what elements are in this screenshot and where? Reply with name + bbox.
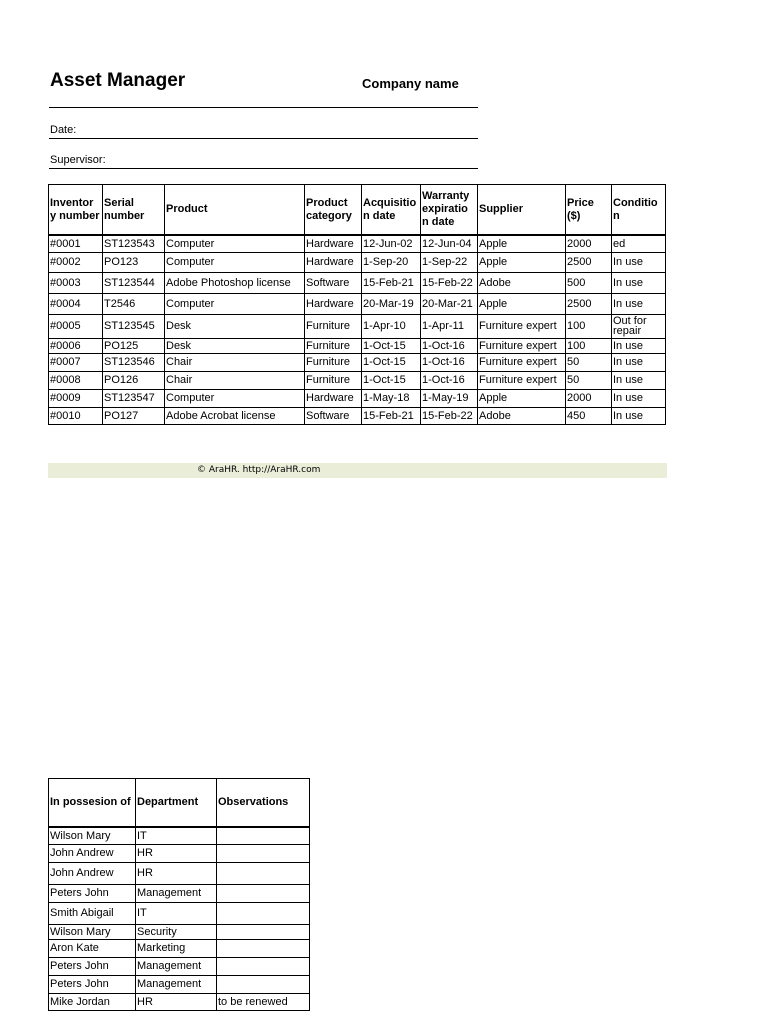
cell-product: Computer (165, 235, 305, 252)
cell-serial-number: PO126 (103, 371, 165, 389)
asset-table (48, 184, 666, 425)
cell-product: Desk (165, 338, 305, 353)
cell-product: Chair (165, 371, 305, 389)
cell-supplier: Furniture expert (478, 371, 566, 389)
cell-department: HR (136, 993, 217, 1010)
cell-in-possession-of: Peters John (49, 884, 136, 902)
table-row (49, 389, 666, 407)
cell-acquisition-date: 15-Feb-21 (362, 407, 421, 424)
cell-observations (217, 902, 310, 924)
cell-warranty-expiration: 12-Jun-04 (421, 235, 478, 252)
possession-header-row (49, 779, 310, 828)
table-row (49, 939, 310, 957)
cell-acquisition-date: 20-Mar-19 (362, 293, 421, 314)
cell-in-possession-of: Peters John (49, 957, 136, 975)
table-row (49, 235, 666, 252)
cell-inventory-number: #0002 (49, 252, 103, 272)
supervisor-label: Supervisor: (50, 154, 106, 166)
col-warranty-expiration: Warranty expiratio n date (421, 185, 478, 236)
cell-warranty-expiration: 1-Sep-22 (421, 252, 478, 272)
col-product-category: Product category (305, 185, 362, 236)
col-serial-number: Serial number (103, 185, 165, 236)
cell-price: 450 (566, 407, 612, 424)
col-supplier: Supplier (478, 185, 566, 236)
cell-price: 500 (566, 272, 612, 293)
col-in-possession-of: In possesion of (49, 779, 136, 828)
cell-observations (217, 827, 310, 844)
table-row (49, 844, 310, 862)
cell-warranty-expiration: 1-Oct-16 (421, 338, 478, 353)
cell-department: Security (136, 924, 217, 939)
table-row (49, 353, 666, 371)
cell-product: Computer (165, 252, 305, 272)
cell-inventory-number: #0008 (49, 371, 103, 389)
cell-serial-number: ST123545 (103, 314, 165, 338)
cell-warranty-expiration: 1-Apr-11 (421, 314, 478, 338)
table-row (49, 252, 666, 272)
cell-warranty-expiration: 1-May-19 (421, 389, 478, 407)
col-condition: Conditio n (612, 185, 666, 236)
col-observations: Observations (217, 779, 310, 828)
cell-serial-number: ST123547 (103, 389, 165, 407)
cell-condition: Out for repair (612, 314, 666, 338)
cell-acquisition-date: 1-Sep-20 (362, 252, 421, 272)
copyright-text: © AraHR. http://AraHR.com (197, 465, 321, 475)
col-product: Product (165, 185, 305, 236)
cell-product: Adobe Photoshop license (165, 272, 305, 293)
table-row (49, 884, 310, 902)
cell-condition: In use (612, 371, 666, 389)
cell-acquisition-date: 12-Jun-02 (362, 235, 421, 252)
cell-observations (217, 862, 310, 884)
cell-inventory-number: #0001 (49, 235, 103, 252)
cell-inventory-number: #0009 (49, 389, 103, 407)
cell-observations (217, 975, 310, 993)
cell-in-possession-of: Peters John (49, 975, 136, 993)
cell-observations (217, 939, 310, 957)
cell-department: IT (136, 827, 217, 844)
date-label: Date: (50, 124, 77, 136)
cell-product-category: Software (305, 272, 362, 293)
cell-product-category: Furniture (305, 353, 362, 371)
table-row (49, 993, 310, 1010)
cell-department: Management (136, 884, 217, 902)
cell-department: Management (136, 975, 217, 993)
cell-serial-number: PO123 (103, 252, 165, 272)
cell-supplier: Apple (478, 235, 566, 252)
cell-condition: In use (612, 252, 666, 272)
asset-header-row (49, 185, 666, 236)
col-inventory-number: Inventor y number (49, 185, 103, 236)
table-row (49, 827, 310, 844)
cell-warranty-expiration: 20-Mar-21 (421, 293, 478, 314)
table-row (49, 902, 310, 924)
cell-supplier: Adobe (478, 407, 566, 424)
cell-acquisition-date: 1-Oct-15 (362, 353, 421, 371)
cell-condition: In use (612, 293, 666, 314)
cell-inventory-number: #0006 (49, 338, 103, 353)
page-title: Asset Manager (50, 70, 186, 91)
cell-price: 2000 (566, 389, 612, 407)
table-row (49, 924, 310, 939)
table-row (49, 371, 666, 389)
cell-observations (217, 924, 310, 939)
cell-product: Chair (165, 353, 305, 371)
cell-warranty-expiration: 15-Feb-22 (421, 407, 478, 424)
cell-product-category: Hardware (305, 252, 362, 272)
cell-condition: In use (612, 338, 666, 353)
cell-product-category: Furniture (305, 371, 362, 389)
supervisor-line (49, 168, 478, 169)
cell-price: 100 (566, 338, 612, 353)
cell-in-possession-of: Wilson Mary (49, 924, 136, 939)
date-line (49, 138, 478, 139)
cell-product: Adobe Acrobat license (165, 407, 305, 424)
table-row (49, 338, 666, 353)
cell-acquisition-date: 1-Oct-15 (362, 338, 421, 353)
cell-supplier: Apple (478, 252, 566, 272)
cell-in-possession-of: Aron Kate (49, 939, 136, 957)
footer-bar (48, 463, 667, 478)
cell-supplier: Furniture expert (478, 353, 566, 371)
cell-product-category: Furniture (305, 338, 362, 353)
cell-price: 2500 (566, 252, 612, 272)
cell-inventory-number: #0010 (49, 407, 103, 424)
company-name-label: Company name (362, 76, 459, 91)
cell-in-possession-of: Mike Jordan (49, 993, 136, 1010)
cell-price: 100 (566, 314, 612, 338)
cell-condition: In use (612, 272, 666, 293)
cell-acquisition-date: 1-May-18 (362, 389, 421, 407)
cell-department: HR (136, 844, 217, 862)
cell-serial-number: ST123543 (103, 235, 165, 252)
cell-condition: In use (612, 407, 666, 424)
table-row (49, 407, 666, 424)
cell-observations (217, 844, 310, 862)
title-divider (49, 107, 478, 108)
table-row (49, 862, 310, 884)
cell-price: 2000 (566, 235, 612, 252)
cell-inventory-number: #0005 (49, 314, 103, 338)
table-row (49, 314, 666, 338)
cell-in-possession-of: John Andrew (49, 844, 136, 862)
cell-price: 50 (566, 371, 612, 389)
cell-product-category: Hardware (305, 389, 362, 407)
cell-condition: In use (612, 389, 666, 407)
cell-supplier: Adobe (478, 272, 566, 293)
cell-condition: In use (612, 353, 666, 371)
table-row (49, 293, 666, 314)
cell-inventory-number: #0007 (49, 353, 103, 371)
cell-product: Computer (165, 389, 305, 407)
table-row (49, 957, 310, 975)
cell-product-category: Software (305, 407, 362, 424)
col-department: Department (136, 779, 217, 828)
cell-observations (217, 957, 310, 975)
cell-warranty-expiration: 1-Oct-16 (421, 353, 478, 371)
cell-price: 50 (566, 353, 612, 371)
cell-product-category: Hardware (305, 235, 362, 252)
cell-product-category: Hardware (305, 293, 362, 314)
table-row (49, 272, 666, 293)
cell-serial-number: PO125 (103, 338, 165, 353)
cell-department: Marketing (136, 939, 217, 957)
cell-condition: ed (612, 235, 666, 252)
cell-department: IT (136, 902, 217, 924)
cell-observations (217, 884, 310, 902)
cell-price: 2500 (566, 293, 612, 314)
table-row (49, 975, 310, 993)
cell-inventory-number: #0004 (49, 293, 103, 314)
cell-inventory-number: #0003 (49, 272, 103, 293)
cell-department: Management (136, 957, 217, 975)
cell-department: HR (136, 862, 217, 884)
cell-acquisition-date: 1-Oct-15 (362, 371, 421, 389)
cell-product-category: Furniture (305, 314, 362, 338)
cell-supplier: Furniture expert (478, 314, 566, 338)
cell-in-possession-of: John Andrew (49, 862, 136, 884)
cell-serial-number: T2546 (103, 293, 165, 314)
cell-product: Computer (165, 293, 305, 314)
cell-observations: to be renewed (217, 993, 310, 1010)
cell-supplier: Furniture expert (478, 338, 566, 353)
cell-acquisition-date: 1-Apr-10 (362, 314, 421, 338)
cell-in-possession-of: Smith Abigail (49, 902, 136, 924)
cell-serial-number: PO127 (103, 407, 165, 424)
cell-warranty-expiration: 1-Oct-16 (421, 371, 478, 389)
cell-warranty-expiration: 15-Feb-22 (421, 272, 478, 293)
cell-serial-number: ST123544 (103, 272, 165, 293)
col-acquisition-date: Acquisitio n date (362, 185, 421, 236)
col-price: Price ($) (566, 185, 612, 236)
cell-in-possession-of: Wilson Mary (49, 827, 136, 844)
cell-serial-number: ST123546 (103, 353, 165, 371)
cell-product: Desk (165, 314, 305, 338)
cell-supplier: Apple (478, 389, 566, 407)
possession-table (48, 778, 310, 1011)
cell-supplier: Apple (478, 293, 566, 314)
cell-acquisition-date: 15-Feb-21 (362, 272, 421, 293)
